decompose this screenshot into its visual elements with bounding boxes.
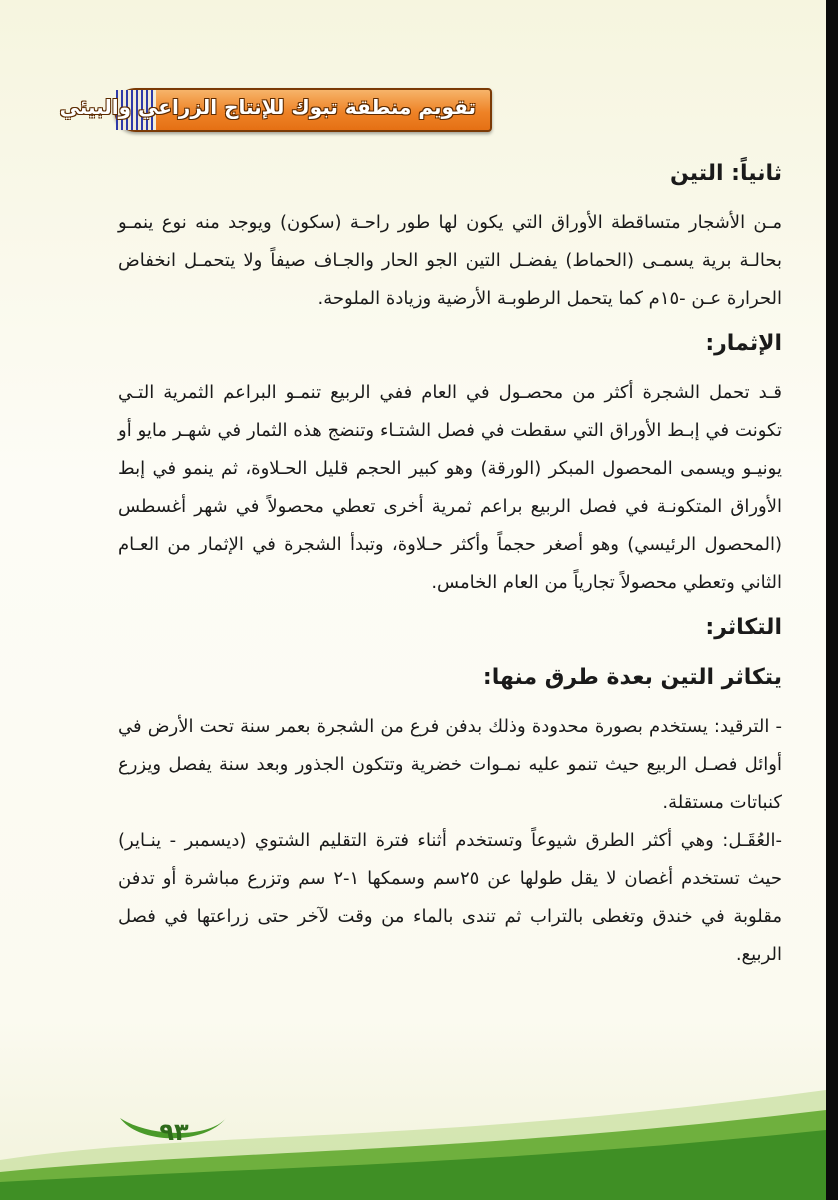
fruiting-heading: الإثمار:	[705, 331, 782, 356]
scan-edge-strip	[826, 0, 838, 1200]
cuttings-paragraph: -العُقَـل: وهي أكثر الطرق شيوعاً وتستخدم أثناء فترة التقليم الشتوي (ديسمبر - ينـاير) حيث تستخدم أغصان لا يقل طولها عن ٢٥سم وسمكها ١-٢ سم وتزرع مباشرة أو تدفن مقلوبة في خندق وتغطى بالتراب ثم تندى بالماء من وقت لآخر حتى زراعتها في فصل الربيع.	[118, 830, 782, 965]
propagation-heading: التكاثر:	[705, 615, 782, 640]
footer-wave-decoration	[0, 1090, 826, 1200]
page-number: ٩٣	[159, 1118, 189, 1146]
propagation-subheading: يتكاثر التين بعدة طرق منها:	[482, 665, 782, 690]
page-content	[118, 150, 782, 974]
fig-intro-paragraph: مـن الأشجار متساقطة الأوراق التي يكون لها طور راحـة (سكون) ويوجد منه نوع ينمـو بحالـة برية يسمـى (الحماط) يفضـل التين الجو الحار والجـاف صيفاً ولا يتحمـل انخفاض الحرارة عـن -١٥م كما يتحمل الرطوبـة الأرضية وزيادة الملوحة.	[118, 212, 782, 309]
chapter-header-banner	[59, 88, 492, 132]
chapter-header-title: تقويم منطقة تبوك للإنتاج الزراعي والبيئي	[59, 95, 476, 119]
fig-section-heading: ثانياً: التين	[669, 161, 782, 186]
fruiting-paragraph: قـد تحمل الشجرة أكثر من محصـول في العام ففي الربيع تنمـو البراعم الثمرية التـي تكونت في إبـط الأوراق التي سقطت في فصل الشتـاء وتنضج هذه الثمار في شهـر مايو أو يونيـو ويسمى المحصول المبكر (الورقة) وهو كبير الحجم قليل الحـلاوة، ثم ينمو في إبط الأوراق المتكونـة في فصل الربيع براعم ثمرية أخرى تعطي محصولاً في شهر أغسطس (المحصول الرئيسي) وهو أصغر حجماً وأكثر حـلاوة، وتبدأ الشجرة في الإثمار من العـام الثاني وتعطي محصولاً تجارياً من العام الخامس.	[118, 382, 782, 593]
layering-paragraph: - الترقيد: يستخدم بصورة محدودة وذلك بدفن فرع من الشجرة بعمر سنة تحت الأرض في أوائل فصـل الربيع حيث تنمو عليه نمـوات خضرية وتتكون الجذور وبعد سنة يفصل ويزرع كنباتات مستقلة.	[118, 716, 782, 813]
